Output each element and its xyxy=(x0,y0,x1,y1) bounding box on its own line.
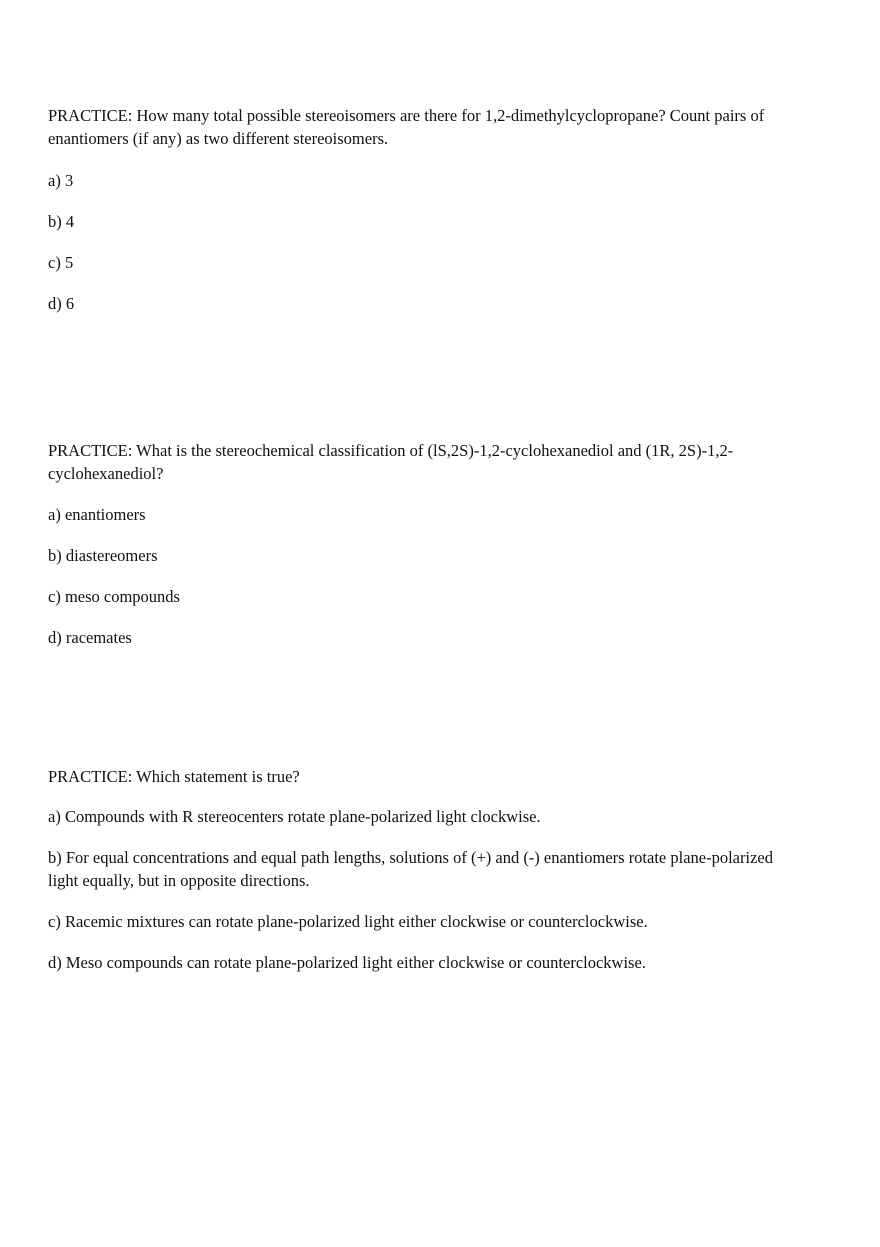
question-prompt: PRACTICE: How many total possible stereoisomers are there for 1,2-dimethylcyclopropane? Count pairs of enantiomers (if any) as two different stereoisomers. xyxy=(48,106,765,148)
answer-option-a: a) Compounds with R stereocenters rotate plane-polarized light clockwise. xyxy=(48,807,541,826)
answer-option-c: c) meso compounds xyxy=(48,587,180,606)
answer-option-a: a) 3 xyxy=(48,171,74,190)
answer-options xyxy=(48,805,788,974)
answer-options xyxy=(48,503,788,649)
answer-option-b: b) 4 xyxy=(48,212,75,231)
answer-option-d: d) 6 xyxy=(48,294,75,313)
answer-option-a: a) enantiomers xyxy=(48,505,146,524)
answer-option-d: d) Meso compounds can rotate plane-polarized light either clockwise or counterclockwise. xyxy=(48,953,646,972)
practice-question-1 xyxy=(48,104,788,333)
question-prompt: PRACTICE: Which statement is true? xyxy=(48,767,300,786)
answer-option-b: b) diastereomers xyxy=(48,546,158,565)
practice-question-3 xyxy=(48,765,788,992)
answer-option-c: c) 5 xyxy=(48,253,74,272)
answer-option-d: d) racemates xyxy=(48,628,132,647)
answer-option-b: b) For equal concentrations and equal path lengths, solutions of (+) and (-) enantiomers rotate plane-polarized light equally, but in opposite directions. xyxy=(48,848,773,890)
answer-options xyxy=(48,169,788,315)
practice-question-2 xyxy=(48,439,788,667)
question-prompt: PRACTICE: What is the stereochemical classification of (lS,2S)-1,2-cyclohexanediol and (1R, 2S)-1,2-cyclohexanediol? xyxy=(48,441,734,483)
answer-option-c: c) Racemic mixtures can rotate plane-polarized light either clockwise or counterclockwise. xyxy=(48,912,648,931)
